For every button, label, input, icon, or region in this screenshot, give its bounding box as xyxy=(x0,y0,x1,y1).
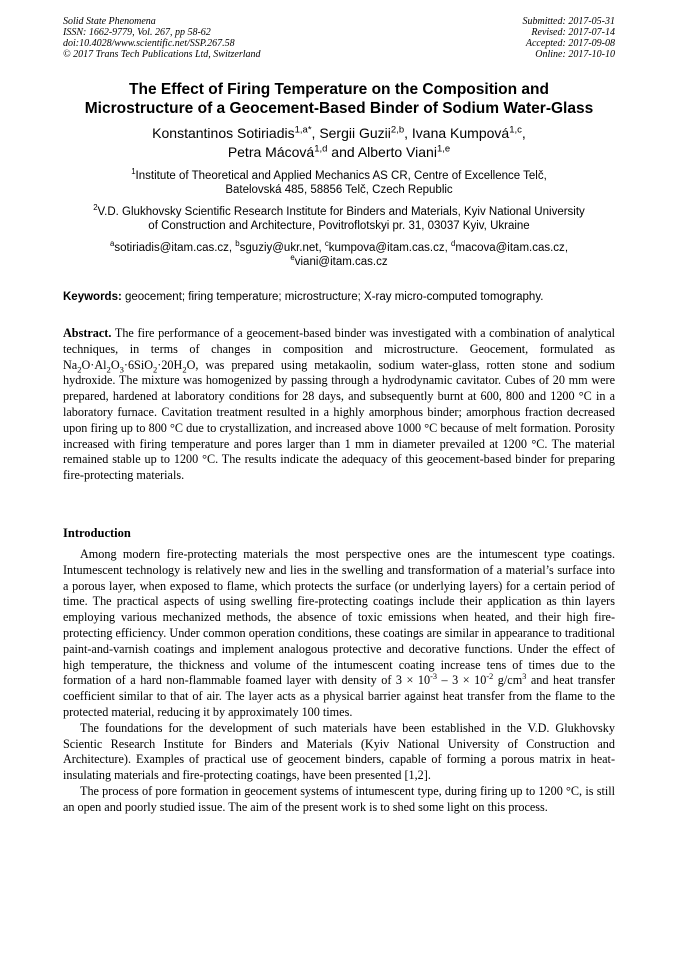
abstract: Abstract. The fire performance of a geocement-based binder was investigated with a combination of analytical techniques, in terms of changes in composition and microstructure. Geocement, formulated as $Na_2O\cdot Al_2O_3\cdot 6SiO_2\cdot 20H_2O$, was prepared using metakaolin, sodium water-glass, rotten stone and sodium hydroxide. The mixture was homogenized by passing through a hydrodynamic cavitator. Cubes of 20 mm were prepared, hardened at laboratory conditions for 28 days, and subsequently burnt at 600, 800 and 1200 °C in a laboratory furnace. Cavitation treatment resulted in a highly amorphous binder; amorphous fraction decreased upon firing up to 800 °C due to crystallization, and increased above 1000 °C because of melt formation. Porosity increased with firing temperature and pores larger than 1 mm in diameter prevailed at 1200 °C. The material remained stable up to 1200 °C. The results indicate the adequacy of this geocement-based binder for preparing fire-protecting materials. xyxy=(63,326,616,483)
author-name: Konstantinos Sotiriadis xyxy=(152,125,295,141)
introduction-heading: Introduction xyxy=(63,526,131,540)
header-right xyxy=(523,16,616,60)
author-sup: 2,b xyxy=(390,124,405,136)
date-submitted: Submitted: 2017-05-31 xyxy=(522,16,615,27)
paragraph: The process of pore formation in geocement systems of intumescent type, during firing up to 1200 °C, is still an open and poorly studied issue. The aim of the present work is to shed some light on this process. xyxy=(63,783,615,814)
email-link[interactable]: sguziy@ukr.net xyxy=(239,242,319,254)
author-sup: 1,a* xyxy=(294,124,312,136)
email-link[interactable]: kumpova@itam.cas.cz xyxy=(328,242,445,254)
date-revised: Revised: 2017-07-14 xyxy=(531,27,615,38)
introduction-body xyxy=(63,547,615,816)
abstract-label: Abstract. xyxy=(63,326,112,340)
email-link[interactable]: sotiriadis@itam.cas.cz xyxy=(114,242,229,254)
author-name: Alberto Viani xyxy=(357,144,437,160)
author-name: Petra Mácová xyxy=(227,144,315,160)
affiliation-2: $^2$V.D. Glukhovsky Scientific Research Institute for Binders and Materials, Kyiv National University of Construction and Architecture, Povitroflotskyi pr. 31, 03037 Kyiv, Ukraine xyxy=(93,203,585,232)
email-link[interactable]: viani@itam.cas.cz xyxy=(294,256,388,268)
paragraph: Among modern fire-protecting materials the most perspective ones are the intumescent type coatings. Intumescent technology is relatively new and lies in the swelling and transformation of a material’s surface into a porous layer, when exposed to flame, which protects the surface (or underlying layers) for a certain period of time. The practical aspects of using swelling fire-protecting coatings include their application as thin layers employing various mechanized methods, the absence of toxic emissions when heated, and their high fire-protecting efficiency. Under common operation conditions, these coatings are similar in appearance to traditional paint-and-varnish coatings and implement analogous protective and decorative functions. Under the effect of high temperature, the thickness and volume of the intumescent coating increase tens of times due to the formation of a hard non-flammable foamed layer with density of $3 \times 10^{-3} - 3 \times 10^{-2}$ $g/cm^3$ and heat transfer coefficient similar to that of air. The layer acts as a physical barrier against heat transfer from the flame to the protected material, reducing it by approximately 100 times. xyxy=(63,547,616,719)
journal-issn: ISSN: 1662-9779, Vol. 267, pp 58-62 xyxy=(63,27,211,38)
title-line-1: The Effect of Firing Temperature on the Composition and xyxy=(129,81,549,98)
date-accepted: Accepted: 2017-09-08 xyxy=(525,38,615,49)
keywords-text: geocement; firing temperature; microstructure; X-ray micro-computed tomography. xyxy=(125,291,544,303)
affiliation-1: $^1$Institute of Theoretical and Applied Mechanics AS CR, Centre of Excellence Telč, Batelovská 485, 58856 Telč, Czech Republic xyxy=(131,167,547,196)
author-name: Sergii Guzii xyxy=(319,125,391,141)
header-left xyxy=(63,16,261,60)
paper-title xyxy=(40,80,638,118)
title-line-2: Microstructure of a Geocement-Based Binder of Sodium Water-Glass xyxy=(84,100,594,117)
author-line-2: Petra Mácová$^{1,d}$ and Alberto Viani$^{1,e}$ xyxy=(227,143,451,160)
author-name: Ivana Kumpová xyxy=(411,125,510,141)
author-sup: 1,e xyxy=(436,143,451,155)
keywords-label: Keywords: xyxy=(63,291,122,303)
author-line-1: Konstantinos Sotiriadis$^{1,a*}$, Sergii Guzii$^{2,b}$, Ivana Kumpová$^{1,c}$, xyxy=(152,124,526,141)
journal-doi: doi:10.4028/www.scientific.net/SSP.267.58 xyxy=(63,38,235,49)
author-emails: $^a$sotiriadis@itam.cas.cz, $^b$sguziy@ukr.net, $^c$kumpova@itam.cas.cz, $^d$macova@itam.cas.cz, $^e$viani@itam.cas.cz xyxy=(109,239,569,268)
paragraph: The foundations for the development of such materials have been established in the V.D. Glukhovsky Scientic Research Institute for Binders and Materials (Kyiv National University of Construction and Architecture). Examples of practical use of geocement binders, capable of forming a porous matrix in heat-insulating materials and fire-protecting coatings, have been presented [1,2]. xyxy=(63,720,615,783)
date-online: Online: 2017-10-10 xyxy=(535,49,615,60)
email-link[interactable]: macova@itam.cas.cz xyxy=(455,242,565,254)
keywords xyxy=(63,290,618,304)
chemical-formula: $Na_2O\cdot Al_2O_3\cdot 6SiO_2\cdot 20H_2O$ xyxy=(63,357,196,375)
journal-name: Solid State Phenomena xyxy=(63,16,156,27)
author-list xyxy=(40,124,638,162)
author-sup: 1,c xyxy=(509,124,522,136)
author-sup: 1,d xyxy=(314,143,328,155)
journal-copyright: © 2017 Trans Tech Publications Ltd, Switzerland xyxy=(63,49,261,60)
